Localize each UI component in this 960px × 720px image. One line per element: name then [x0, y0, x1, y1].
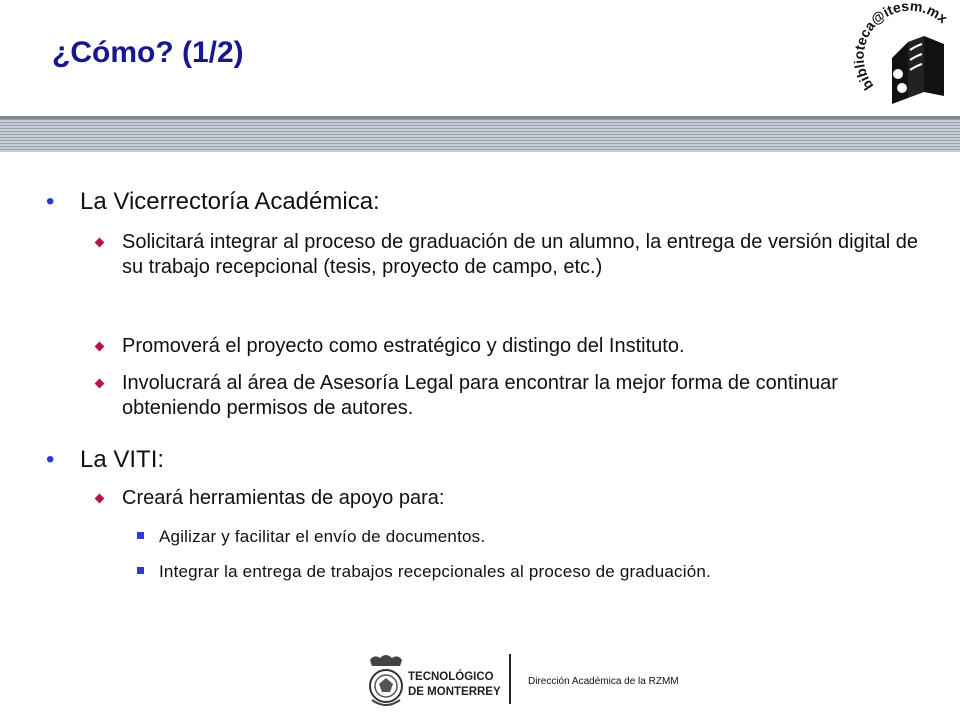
diamond-bullet-icon — [95, 494, 105, 504]
logo-line-1: TECNOLÓGICO — [408, 671, 494, 683]
slide-title: ¿Cómo? (1/2) — [52, 36, 244, 69]
biblioteca-logo — [846, 0, 958, 110]
diamond-bullet-icon — [95, 238, 105, 248]
decorative-band — [0, 116, 960, 152]
square-bullet-icon — [137, 532, 144, 539]
bullet-dot: • — [46, 188, 55, 215]
tecnologico-logo — [366, 650, 506, 712]
footer-divider — [509, 654, 511, 704]
logo-arc-text: biblioteca@itesm.mx — [850, 0, 951, 94]
band-top-rule — [0, 116, 960, 119]
diamond-bullet-icon — [95, 342, 105, 352]
square-bullet-icon — [137, 567, 144, 574]
footer-department: Dirección Académica de la RZMM — [528, 676, 679, 687]
bullet-dot: • — [46, 446, 55, 473]
diamond-bullet-icon — [95, 379, 105, 389]
slide: ¿Cómo? (1/2) biblioteca@itesm.mx • La Vicerrectoría Académica: Solicitará integrar al proceso de graduación de un alumno, la entrega de versión digital de su trabajo recepcional (tesis, proyecto de campo, etc.) Promoverá el proyecto como estratégico y distingo del Instituto. Involucrará al área de Asesoría Legal para encontrar la mejor forma de continuar obteniendo permisos de autores. • La VITI: Creará herramientas de apoyo para: Agilizar y facilitar el envío de documentos. Integrar la entrega de trabajos recepcionales al proceso de graduación. TECNOLÓGICO DE MONTERREY Dirección Académica de la RZMM — [0, 0, 960, 720]
logo-line-2: DE MONTERREY — [408, 686, 501, 698]
